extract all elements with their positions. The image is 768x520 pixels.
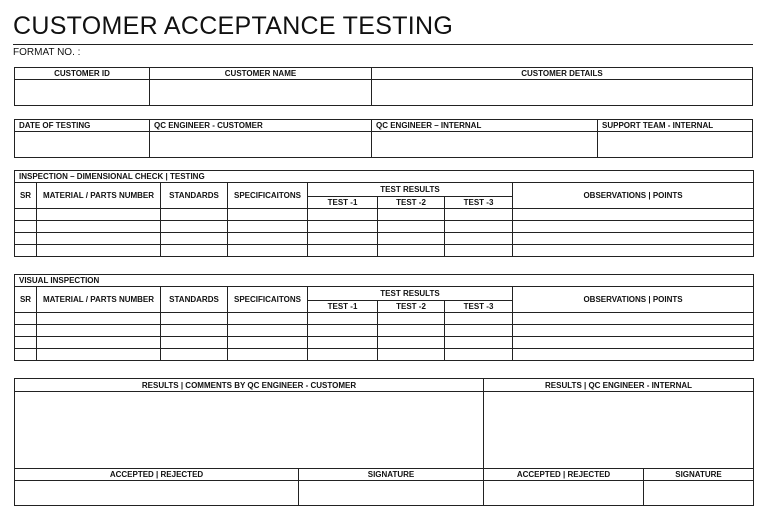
inspection-test-results-header: TEST RESULTS	[308, 183, 513, 197]
inspection-cell[interactable]	[308, 221, 378, 233]
inspection-cell[interactable]	[161, 233, 228, 245]
visual-cell[interactable]	[15, 349, 37, 361]
customer-accepted-header: ACCEPTED | REJECTED	[15, 469, 299, 481]
visual-section-title: VISUAL INSPECTION	[15, 275, 754, 287]
inspection-table	[14, 170, 754, 257]
visual-cell[interactable]	[308, 313, 378, 325]
inspection-sr-header: SR	[15, 183, 37, 209]
visual-row	[15, 313, 754, 325]
visual-cell[interactable]	[445, 325, 513, 337]
inspection-row	[15, 221, 754, 233]
customer-signature-field[interactable]	[299, 481, 484, 506]
inspection-cell[interactable]	[37, 245, 161, 257]
visual-row	[15, 337, 754, 349]
inspection-cell[interactable]	[15, 245, 37, 257]
inspection-cell[interactable]	[228, 221, 308, 233]
internal-signature-header: SIGNATURE	[644, 469, 754, 481]
date-of-testing-header: DATE OF TESTING	[15, 120, 150, 132]
visual-cell[interactable]	[445, 349, 513, 361]
inspection-cell[interactable]	[15, 221, 37, 233]
support-team-internal-field[interactable]	[598, 132, 753, 158]
inspection-cell[interactable]	[37, 209, 161, 221]
inspection-cell[interactable]	[161, 221, 228, 233]
visual-cell[interactable]	[228, 337, 308, 349]
inspection-section-title: INSPECTION – DIMENSIONAL CHECK | TESTING	[15, 171, 754, 183]
visual-cell[interactable]	[37, 349, 161, 361]
customer-details-field[interactable]	[372, 80, 753, 106]
visual-row	[15, 325, 754, 337]
visual-cell[interactable]	[228, 325, 308, 337]
page-title: CUSTOMER ACCEPTANCE TESTING	[13, 12, 454, 40]
inspection-cell[interactable]	[513, 209, 754, 221]
visual-test1-header: TEST -1	[308, 301, 378, 313]
inspection-cell[interactable]	[378, 209, 445, 221]
inspection-specifications-header: SPECIFICAITONS	[228, 183, 308, 209]
inspection-cell[interactable]	[308, 209, 378, 221]
internal-accepted-field[interactable]	[484, 481, 644, 506]
inspection-cell[interactable]	[308, 245, 378, 257]
internal-signature-field[interactable]	[644, 481, 754, 506]
inspection-cell[interactable]	[228, 233, 308, 245]
inspection-cell[interactable]	[513, 245, 754, 257]
customer-id-header: CUSTOMER ID	[15, 68, 150, 80]
visual-body	[15, 313, 754, 361]
inspection-cell[interactable]	[228, 209, 308, 221]
inspection-cell[interactable]	[513, 221, 754, 233]
visual-material-header: MATERIAL / PARTS NUMBER	[37, 287, 161, 313]
visual-observations-header: OBSERVATIONS | POINTS	[513, 287, 754, 313]
visual-cell[interactable]	[228, 349, 308, 361]
qc-engineer-internal-header: QC ENGINEER – INTERNAL	[372, 120, 598, 132]
visual-cell[interactable]	[161, 349, 228, 361]
visual-sr-header: SR	[15, 287, 37, 313]
visual-cell[interactable]	[161, 337, 228, 349]
inspection-cell[interactable]	[15, 233, 37, 245]
visual-cell[interactable]	[15, 325, 37, 337]
visual-cell[interactable]	[308, 325, 378, 337]
inspection-cell[interactable]	[445, 245, 513, 257]
internal-results-header: RESULTS | QC ENGINEER - INTERNAL	[484, 379, 754, 392]
inspection-row	[15, 209, 754, 221]
customer-name-header: CUSTOMER NAME	[150, 68, 372, 80]
visual-inspection-table	[14, 274, 754, 361]
inspection-row	[15, 233, 754, 245]
visual-cell[interactable]	[308, 349, 378, 361]
inspection-cell[interactable]	[15, 209, 37, 221]
inspection-cell[interactable]	[378, 221, 445, 233]
inspection-cell[interactable]	[445, 233, 513, 245]
qc-engineer-customer-field[interactable]	[150, 132, 372, 158]
inspection-cell[interactable]	[161, 209, 228, 221]
visual-cell[interactable]	[161, 313, 228, 325]
inspection-cell[interactable]	[378, 233, 445, 245]
visual-cell[interactable]	[445, 313, 513, 325]
results-table	[14, 378, 754, 506]
internal-comments-field[interactable]	[484, 392, 754, 469]
customer-details-header: CUSTOMER DETAILS	[372, 68, 753, 80]
visual-cell[interactable]	[513, 325, 754, 337]
visual-cell[interactable]	[378, 337, 445, 349]
customer-comments-field[interactable]	[15, 392, 484, 469]
support-team-internal-header: SUPPORT TEAM - INTERNAL	[598, 120, 753, 132]
customer-signature-header: SIGNATURE	[299, 469, 484, 481]
inspection-row	[15, 245, 754, 257]
customer-name-field[interactable]	[150, 80, 372, 106]
visual-specifications-header: SPECIFICAITONS	[228, 287, 308, 313]
visual-cell[interactable]	[513, 337, 754, 349]
customer-accepted-field[interactable]	[15, 481, 299, 506]
visual-cell[interactable]	[445, 337, 513, 349]
inspection-observations-header: OBSERVATIONS | POINTS	[513, 183, 754, 209]
visual-cell[interactable]	[513, 349, 754, 361]
inspection-cell[interactable]	[228, 245, 308, 257]
visual-test3-header: TEST -3	[445, 301, 513, 313]
inspection-test2-header: TEST -2	[378, 197, 445, 209]
customer-table	[14, 67, 753, 106]
visual-cell[interactable]	[513, 313, 754, 325]
inspection-cell[interactable]	[445, 221, 513, 233]
visual-cell[interactable]	[378, 313, 445, 325]
inspection-material-header: MATERIAL / PARTS NUMBER	[37, 183, 161, 209]
visual-standards-header: STANDARDS	[161, 287, 228, 313]
inspection-cell[interactable]	[161, 245, 228, 257]
qc-engineer-internal-field[interactable]	[372, 132, 598, 158]
inspection-cell[interactable]	[308, 233, 378, 245]
title-divider	[13, 44, 753, 45]
visual-cell[interactable]	[37, 337, 161, 349]
customer-id-field[interactable]	[15, 80, 150, 106]
visual-cell[interactable]	[37, 325, 161, 337]
visual-cell[interactable]	[228, 313, 308, 325]
visual-row	[15, 349, 754, 361]
inspection-cell[interactable]	[37, 233, 161, 245]
customer-results-header: RESULTS | COMMENTS BY QC ENGINEER - CUSTOMER	[15, 379, 484, 392]
inspection-cell[interactable]	[378, 245, 445, 257]
visual-cell[interactable]	[161, 325, 228, 337]
inspection-test3-header: TEST -3	[445, 197, 513, 209]
inspection-cell[interactable]	[37, 221, 161, 233]
inspection-standards-header: STANDARDS	[161, 183, 228, 209]
testing-personnel-table	[14, 119, 753, 158]
visual-cell[interactable]	[378, 349, 445, 361]
inspection-test1-header: TEST -1	[308, 197, 378, 209]
visual-test-results-header: TEST RESULTS	[308, 287, 513, 301]
date-of-testing-field[interactable]	[15, 132, 150, 158]
inspection-body	[15, 209, 754, 257]
visual-cell[interactable]	[308, 337, 378, 349]
format-number-label: FORMAT NO. :	[13, 47, 81, 58]
internal-accepted-header: ACCEPTED | REJECTED	[484, 469, 644, 481]
visual-cell[interactable]	[378, 325, 445, 337]
visual-test2-header: TEST -2	[378, 301, 445, 313]
visual-cell[interactable]	[15, 337, 37, 349]
visual-cell[interactable]	[37, 313, 161, 325]
inspection-cell[interactable]	[513, 233, 754, 245]
inspection-cell[interactable]	[445, 209, 513, 221]
visual-cell[interactable]	[15, 313, 37, 325]
qc-engineer-customer-header: QC ENGINEER - CUSTOMER	[150, 120, 372, 132]
